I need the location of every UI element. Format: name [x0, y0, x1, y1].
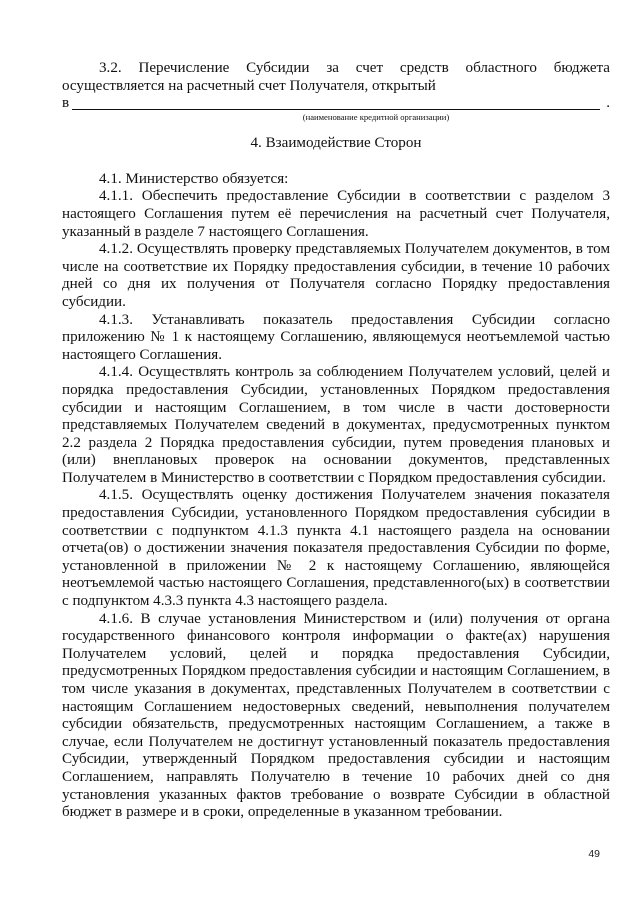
paragraph-4-1-5: 4.1.5. Осуществлять оценку достижения Получателем значения показателя предоставления Субсидии, установленного Порядком предоставления субсидии в соответствии с подпунктом 4.1.3 пункта 4.1 настоящего раздела на основании отчета(ов) о достижении значения показателя предоставления Субсидии по форме, установленной в приложении № 2 к настоящему Соглашению, являющейся неотъемлемой частью настоящего Соглашения, представленного(ых) в соответствии с подпунктом 4.3.3 пункта 4.3 настоящего раздела. — [62, 487, 610, 610]
blank-line-prefix: в — [62, 95, 70, 112]
paragraph-4-1-1: 4.1.1. Обеспечить предоставление Субсидии в соответствии с разделом 3 настоящего Соглашения путем её перечисления на расчетный счет Получателя, указанный в разделе 7 настоящего Соглашения. — [62, 188, 610, 240]
page-number: 49 — [588, 848, 600, 860]
blank-line-period: . — [606, 95, 610, 112]
paragraph-4-1-4: 4.1.4. Осуществлять контроль за соблюдением Получателем условий, целей и порядка предоставления Субсидии, установленных Порядком предоставления субсидии и настоящим Соглашением, в том числе в части достоверности представляемых Получателем сведений в документах, предусмотренных пунктом 2.2 раздела 2 Порядка предоставления субсидии, путем проведения плановых и (или) внеплановых проверок на основании документов, представленных Получателем в Министерство в соответствии с Порядком предоставления субсидии. — [62, 364, 610, 486]
paragraph-4-1-3: 4.1.3. Устанавливать показатель предоставления Субсидии согласно приложению № 1 к настоящему Соглашению, являющемуся неотъемлемой частью настоящего Соглашения. — [62, 311, 610, 363]
document-page — [62, 60, 610, 822]
bank-name-blank-line — [62, 95, 610, 113]
clause-3-2-text: 3.2. Перечисление Субсидии за счет средств областного бюджета осуществляется на расчетный счет Получателя, открытый — [62, 60, 610, 94]
blank-underline — [72, 109, 600, 110]
paragraph-4-1: 4.1. Министерство обязуется: — [99, 170, 289, 187]
bank-name-caption: (наименование кредитной организации) — [302, 112, 450, 123]
paragraph-4-1-6: 4.1.6. В случае установления Министерством и (или) получения от органа государственного финансового контроля информации о факте(ах) нарушения Получателем условий, целей и порядка предоставления Субсидии, предусмотренных Порядком предоставления субсидии и настоящим Соглашением, в том числе указания в документах, представленных Получателем в соответствии с настоящим Соглашением недостоверных сведений, невыполнения получателем субсидии обязательств, предусмотренных настоящим Соглашением, а также в случае, если Получателем не достигнут установленный показатель предоставления Субсидии, утвержденный Порядком предоставления субсидии и настоящим Соглашением, направлять Получателю в течение 10 рабочих дней со дня установления указанных фактов требование о возврате Субсидии в областной бюджет в размере и в сроки, определенные в указанном требовании. — [62, 610, 610, 821]
section-heading: 4. Взаимодействие Сторон — [250, 135, 422, 152]
paragraph-4-1-2: 4.1.2. Осуществлять проверку представляемых Получателем документов, в том числе на соответствие их Порядку предоставления субсидии, в течение 10 рабочих дней со дня их получения от Получателя согласно Порядку предоставления субсидии. — [62, 241, 610, 310]
